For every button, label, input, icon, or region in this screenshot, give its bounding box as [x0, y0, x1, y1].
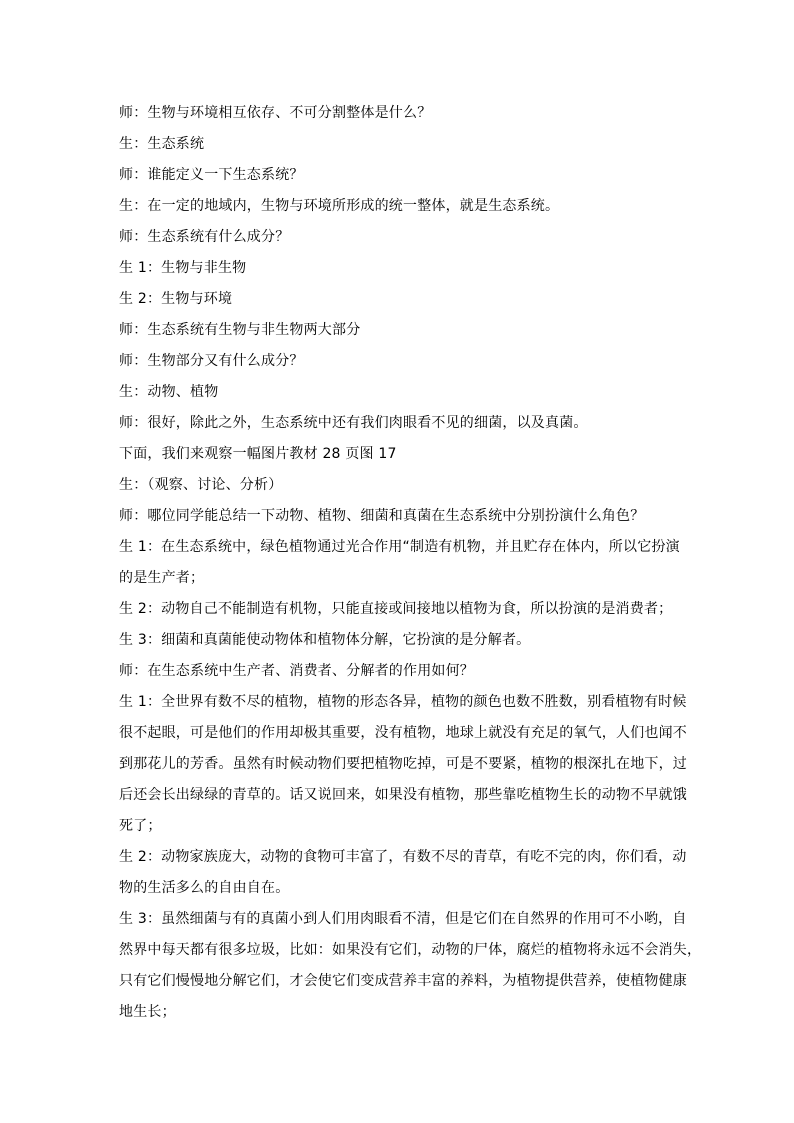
dialogue-line: 生：在一定的地域内，生物与环境所形成的统一整体，就是生态系统。: [119, 198, 560, 214]
paragraph-line: 后还会长出绿绿的青草的。话又说回来，如果没有植物，那些靠吃植物生长的动物不早就饿: [119, 787, 687, 803]
dialogue-line: 师：谁能定义一下生态系统？: [119, 167, 304, 183]
dialogue-line: 生：（观察、讨论、分析）: [119, 477, 283, 493]
dialogue-line: 生 1：生物与非生物: [119, 260, 247, 276]
answer-microbes-role: [119, 904, 702, 1028]
dialogue-line: 师：很好，除此之外，生态系统中还有我们肉眼看不见的细菌，以及真菌。: [119, 415, 588, 431]
paragraph-line: 只有它们慢慢地分解它们，才会使它们变成营养丰富的养料，为植物提供营养，使植物健康: [119, 973, 687, 989]
answer-animals-role: [119, 842, 687, 904]
paragraph-line: 死了；: [119, 818, 162, 834]
paragraph-line: 很不起眼，可是他们的作用却极其重要，没有植物，地球上就没有充足的氧气，人们也闻不: [119, 725, 687, 741]
paragraph-line: 生 1：全世界有数不尽的植物，植物的形态各异，植物的颜色也数不胜数，别看植物有时候: [119, 694, 687, 710]
answer-plants-role: [119, 687, 687, 842]
document-body: [119, 98, 702, 1028]
paragraph-line: 地生长；: [119, 1004, 176, 1020]
paragraph-line: 生 2：动物家族庞大，动物的食物可丰富了，有数不尽的青草，有吃不完的肉，你们看，动: [119, 849, 687, 865]
dialogue-line: 下面，我们来观察一幅图片教材 28 页图 17: [119, 446, 397, 462]
answer-decomposer: 生 3：细菌和真菌能使动物体和植物体分解，它扮演的是分解者。: [119, 632, 531, 648]
dialogue-line: 师：生物部分又有什么成分？: [119, 353, 304, 369]
paragraph-line: 生 1：在生态系统中，绿色植物通过光合作用“制造有机物，并且贮存在体内，所以它扮演: [119, 539, 680, 555]
paragraph-line: 的是生产者；: [119, 570, 205, 586]
dialogue-line: 生：动物、植物: [119, 384, 219, 400]
dialogue-line: 师：生态系统有生物与非生物两大部分: [119, 322, 361, 338]
dialogue-line: 师：生物与环境相互依存、不可分割整体是什么？: [119, 105, 432, 121]
dialogue-line: 生：生态系统: [119, 136, 205, 152]
paragraph-line: 物的生活多么的自由自在。: [119, 880, 290, 896]
teacher-question: 师：在生态系统中生产者、消费者、分解者的作用如何？: [119, 663, 474, 679]
paragraph-line: 到那花儿的芳香。虽然有时候动物们要把植物吃掉，可是不要紧，植物的根深扎在地下，过: [119, 756, 687, 772]
answer-consumer: 生 2：动物自己不能制造有机物，只能直接或间接地以植物为食，所以扮演的是消费者；: [119, 601, 673, 617]
paragraph-line: 然界中每天都有很多垃圾，比如：如果没有它们，动物的尸体，腐烂的植物将永远不会消失，: [119, 942, 702, 958]
dialogue-line: 生 2：生物与环境: [119, 291, 233, 307]
answer-producer: [119, 532, 679, 594]
paragraph-line: 生 3：虽然细菌与有的真菌小到人们用肉眼看不清，但是它们在自然界的作用可不小哟，自: [119, 911, 687, 927]
dialogue-line: 师：生态系统有什么成分？: [119, 229, 290, 245]
dialogue-line: 师：哪位同学能总结一下动物、植物、细菌和真菌在生态系统中分别扮演什么角色？: [119, 508, 645, 524]
